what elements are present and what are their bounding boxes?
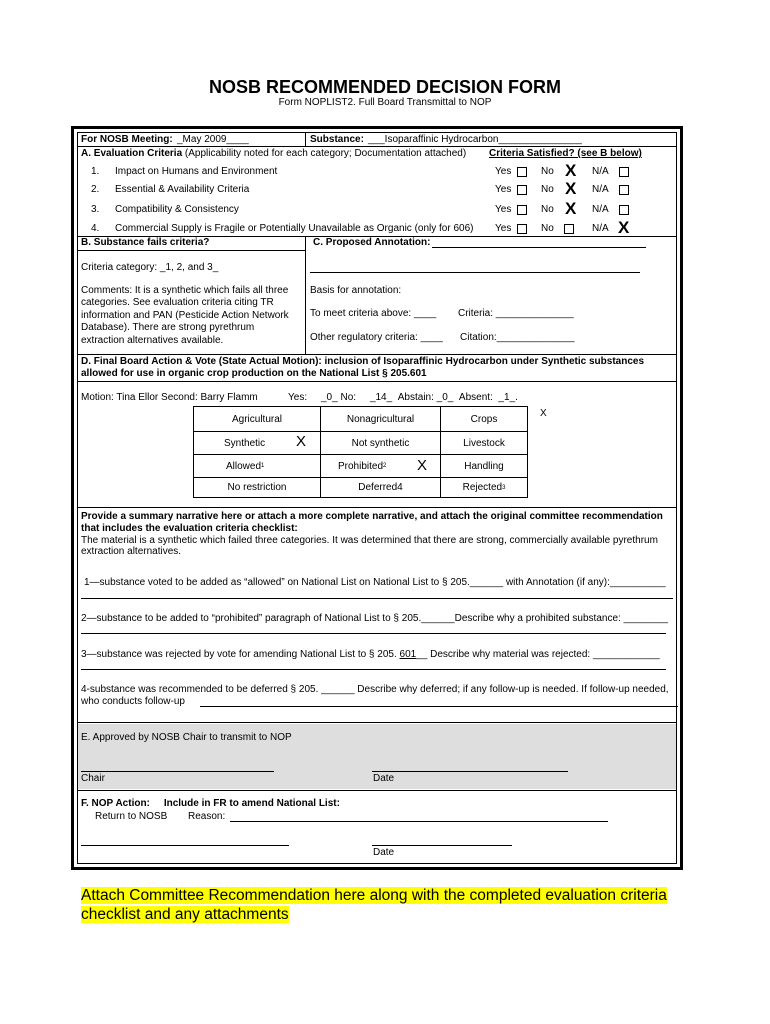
criteria-category: Criteria category: _1, 2, and 3_ <box>81 262 219 273</box>
chair-label: Chair <box>81 773 105 784</box>
no-label: No <box>541 184 554 195</box>
cell-rejected: Rejected 3 <box>440 477 528 498</box>
prohibited-mark: X <box>417 457 428 474</box>
cell-agricultural: Agricultural <box>193 406 321 432</box>
meeting-label: For NOSB Meeting: <box>81 134 173 145</box>
no-label: No <box>541 223 554 234</box>
criteria-label: Essential & Availability Criteria <box>115 184 250 195</box>
criteria-number: 4. <box>91 223 100 234</box>
note-allowed: 1—substance voted to be added as “allowed” on National List on National List to § 205.______ with Annotation (if any):__________ <box>84 577 666 588</box>
cell-nonagricultural: Nonagricultural <box>320 406 441 432</box>
no-label: No <box>541 204 554 215</box>
section-f-heading: F. NOP Action: Include in FR to amend National List: <box>81 798 340 809</box>
meet-criteria-label: To meet criteria above: ____ <box>310 308 437 319</box>
section-b-heading: B. Substance fails criteria? <box>81 237 210 248</box>
na-checkbox[interactable] <box>619 185 629 195</box>
no-checkbox-marked[interactable]: X <box>565 161 577 180</box>
cell-synthetic: Synthetic <box>193 431 321 455</box>
section-c-heading: C. Proposed Annotation: <box>313 237 431 248</box>
cell-livestock: Livestock <box>440 431 528 455</box>
criteria-satisfied-header: Criteria Satisfied? (see B below) <box>489 148 642 159</box>
e-date-label: Date <box>373 773 395 784</box>
no-checkbox[interactable] <box>564 224 574 234</box>
cell-prohibited: Prohibited 2 <box>320 454 441 478</box>
cell-allowed: Allowed 1 <box>193 454 321 478</box>
yes-checkbox[interactable] <box>517 224 527 234</box>
yes-checkbox[interactable] <box>517 205 527 215</box>
yes-checkbox[interactable] <box>517 167 527 177</box>
motion-line: Motion: Tina Ellor Second: Barry Flamm <box>81 392 258 403</box>
criteria-label: Compatibility & Consistency <box>115 204 239 215</box>
note-prohibited: 2—substance to be added to “prohibited” paragraph of National List to § 205.______Describe why a prohibited substance: ________ <box>81 613 669 624</box>
comments: Comments: It is a synthetic which fails all three categories. See evaluation criteria citing TR information and PAN (Pesticide Action Network Database). There are strong pyrethrum extraction alternatives available. <box>81 285 289 346</box>
na-checkbox[interactable] <box>619 167 629 177</box>
criteria-number: 3. <box>91 204 100 215</box>
na-checkbox[interactable] <box>619 205 629 215</box>
na-label: N/A <box>592 223 609 234</box>
section-a-heading: A. Evaluation Criteria (Applicability noted for each category; Documentation attached) <box>81 148 467 159</box>
no-label: No <box>541 166 554 177</box>
na-label: N/A <box>592 184 609 195</box>
criteria-number: 2. <box>91 184 100 195</box>
yes-label: Yes <box>495 223 512 234</box>
substance-value[interactable]: ___Isoparaffinic Hydrocarbon_______________ <box>368 134 582 145</box>
no-checkbox-marked[interactable]: X <box>565 199 577 218</box>
synthetic-mark: X <box>296 433 307 450</box>
attach-note: Attach Committee Recommendation here along with the completed evaluation criteria checklist and any attachments <box>81 887 667 923</box>
yes-label: Yes <box>495 166 512 177</box>
substance-label: Substance: <box>310 134 364 145</box>
criteria-number: 1. <box>91 166 100 177</box>
cell-not-synthetic: Not synthetic <box>320 431 441 455</box>
criteria-label: Commercial Supply is Fragile or Potentially Unavailable as Organic (only for 606) <box>115 223 474 234</box>
yes-label: Yes <box>495 204 512 215</box>
na-label: N/A <box>592 204 609 215</box>
cell-crops: Crops <box>440 406 528 432</box>
page-title: NOSB RECOMMENDED DECISION FORM <box>208 77 561 97</box>
cell-no-restriction: No restriction <box>193 477 321 498</box>
criteria-label: Impact on Humans and Environment <box>115 166 278 177</box>
reason-label: Reason: <box>188 811 226 822</box>
other-criteria-label: Other regulatory criteria: ____ <box>310 332 443 343</box>
basis-label: Basis for annotation: <box>310 285 402 296</box>
vote-line: Yes: _0_ No: _14_ Abstain: _0_ Absent: _1_. <box>288 392 518 403</box>
section-d-heading: D. Final Board Action & Vote (State Actual Motion): inclusion of Isoparaffinic Hydrocarbon under Synthetic substances allowed for use in organic crop production on the National List § 205.601 <box>81 356 645 379</box>
section-e-heading: E. Approved by NOSB Chair to transmit to NOP <box>81 732 292 743</box>
f-date-label: Date <box>373 847 395 858</box>
cell-handling: Handling <box>440 454 528 478</box>
cell-deferred: Deferred4 <box>320 477 441 498</box>
yes-label: Yes <box>495 184 512 195</box>
meeting-value[interactable]: _May 2009____ <box>177 134 249 145</box>
na-label: N/A <box>592 166 609 177</box>
no-checkbox-marked[interactable]: X <box>565 179 577 198</box>
na-checkbox-marked[interactable]: X <box>618 218 630 237</box>
return-to-nosb: Return to NOSB <box>95 811 168 822</box>
yes-checkbox[interactable] <box>517 185 527 195</box>
note-rejected: 3—substance was rejected by vote for amending National List to § 205. 601__ Describe why material was rejected: ____________ <box>81 649 660 660</box>
citation-field[interactable]: Citation:______________ <box>460 332 575 343</box>
summary-narrative: Provide a summary narrative here or attach a more complete narrative, and attach the original committee recommendation that includes the evaluation criteria checklist: The material is a synthetic which failed three categories. It was determined that there are strong, commercially available pyrethrum extraction alternatives. <box>81 511 663 558</box>
note-deferred: 4-substance was recommended to be deferred § 205. ______ Describe why deferred; if any follow-up is needed. If follow-up needed, who conducts follow-up <box>81 684 669 707</box>
page-subtitle: Form NOPLIST2. Full Board Transmittal to NOP <box>278 97 492 108</box>
criteria-field[interactable]: Criteria: ______________ <box>458 308 574 319</box>
crops-mark: X <box>540 408 547 419</box>
